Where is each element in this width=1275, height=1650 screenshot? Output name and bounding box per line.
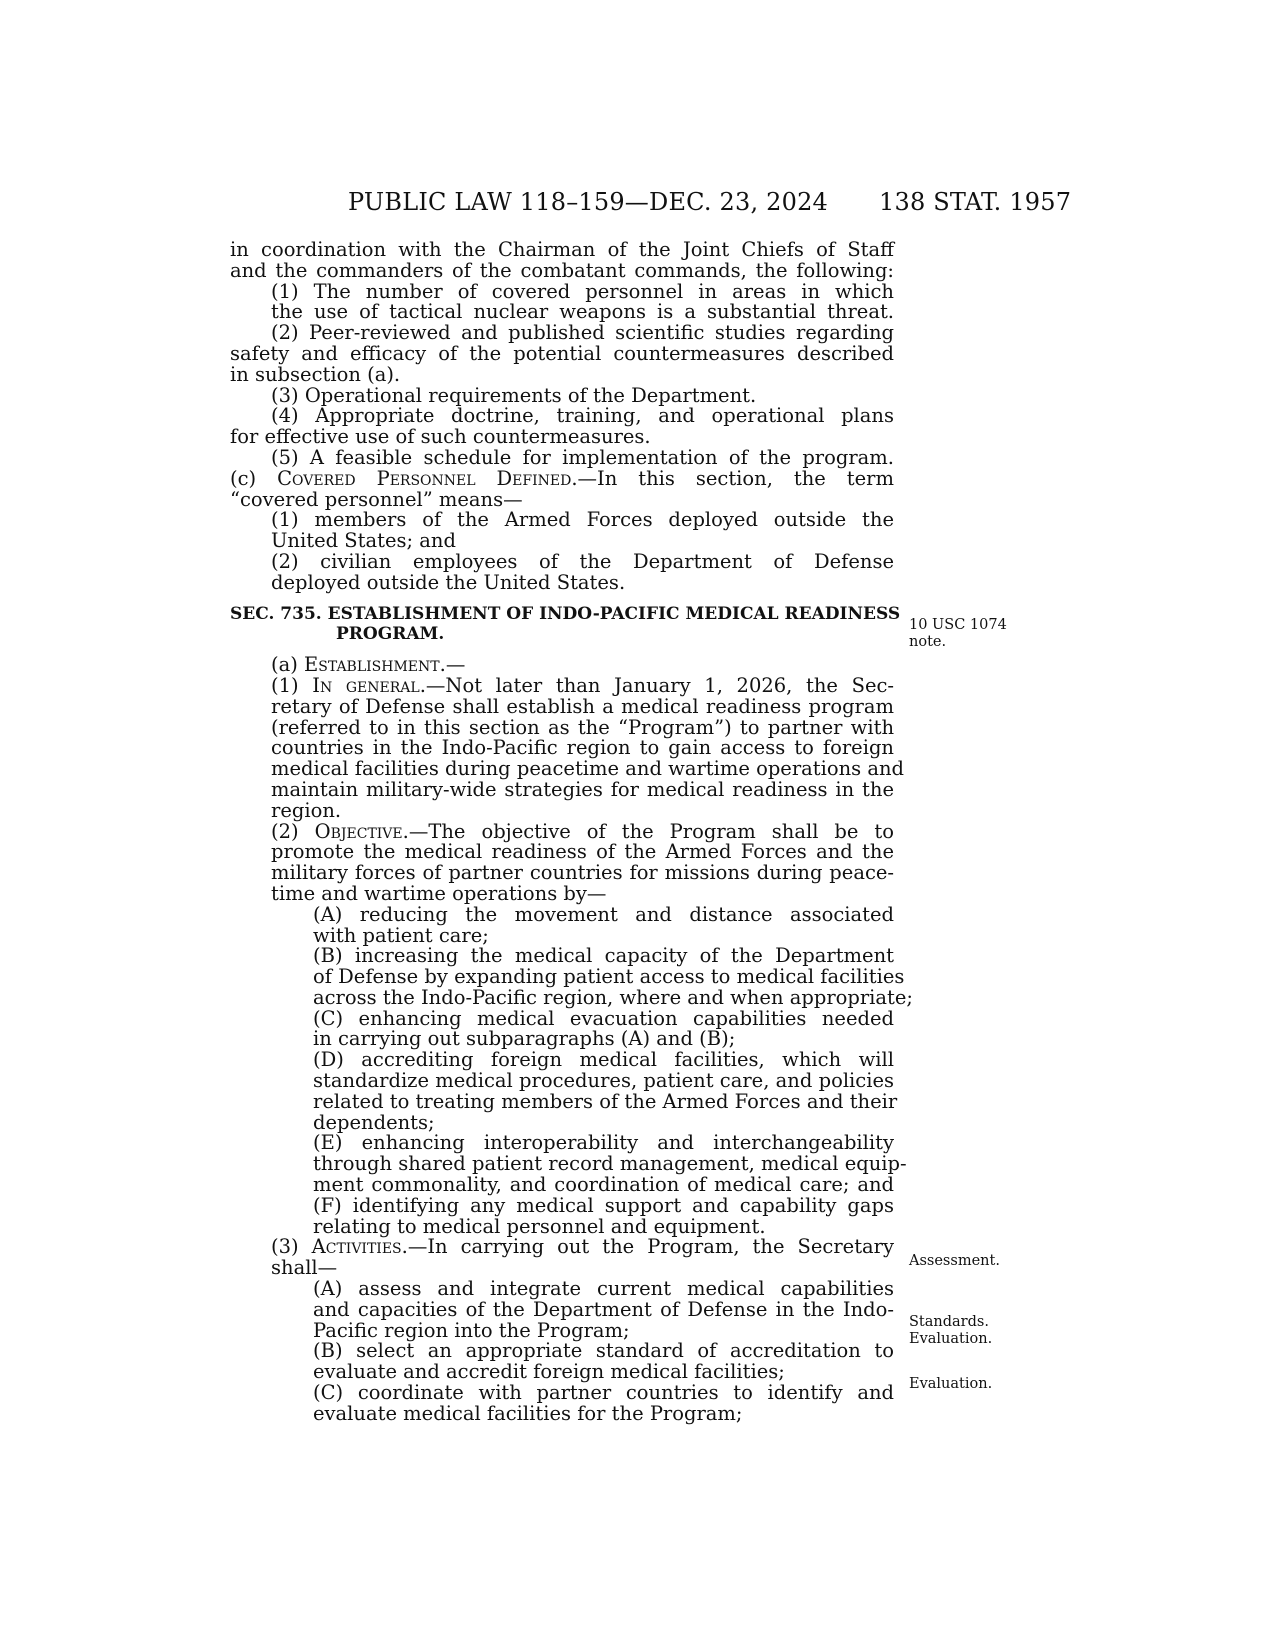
text-line: (B) increasing the medical capacity of the Department: [313, 944, 894, 968]
label: (c): [230, 466, 278, 490]
text-line: medical facilities during peacetime and wartime operations and: [271, 757, 905, 781]
text-line: promote the medical readiness of the Armed Forces and the: [271, 840, 894, 864]
text-line: evaluate and accredit foreign medical facilities;: [313, 1360, 785, 1384]
text-line: (C) coordinate with partner countries to identify and: [313, 1381, 894, 1405]
text-line: (A) assess and integrate current medical capabilities: [313, 1277, 894, 1301]
text-line: military forces of partner countries for missions during peace-: [271, 861, 894, 885]
text-line: standardize medical procedures, patient care, and policies: [313, 1069, 894, 1093]
text-line: time and wartime operations by—: [271, 881, 607, 905]
text-line: for effective use of such countermeasures.: [230, 425, 651, 449]
subsection-c-heading-line: [230, 466, 894, 490]
text-line: retary of Defense shall establish a medical readiness program: [271, 694, 894, 718]
text-line: (C) enhancing medical evacuation capabilities needed: [313, 1006, 894, 1030]
label: (1): [271, 673, 313, 697]
text-line: evaluate medical facilities for the Program;: [313, 1401, 743, 1425]
text-line: “covered personnel” means—: [230, 487, 523, 511]
text-line: relating to medical personnel and equipment.: [313, 1214, 766, 1238]
label: (a): [271, 653, 305, 677]
subsection-a-heading: [230, 655, 894, 676]
section-heading: Establishment: [304, 653, 440, 677]
evaluation-note: Evaluation.: [909, 1331, 993, 1347]
text-line: of Defense by expanding patient access to medical facilities: [313, 965, 905, 989]
assessment-margin-note: Assessment.: [909, 1253, 1000, 1269]
text-line: in carrying out subparagraphs (A) and (B);: [313, 1027, 736, 1051]
text-line: deployed outside the United States.: [271, 570, 626, 594]
text-line: (referred to in this section as the “Program”) to partner with: [271, 715, 894, 739]
text-line: (5) A feasible schedule for implementation of the program.: [271, 445, 894, 469]
text-line: in coordination with the Chairman of the Joint Chiefs of Staff: [230, 238, 894, 261]
text-line: through shared patient record management, medical equip-: [313, 1152, 907, 1176]
text-line: Pacific region into the Program;: [313, 1318, 630, 1342]
text-line: in subsection (a).: [230, 362, 401, 386]
text-line: United States; and: [271, 529, 456, 553]
standards-evaluation-margin-note: [909, 1314, 992, 1348]
text-line: (B) select an appropriate standard of accreditation to: [313, 1339, 894, 1363]
text: .—The objective of the Program shall be to: [402, 819, 895, 843]
usc-margin-note: [909, 617, 1007, 651]
paragraph-3-heading-line: [230, 1237, 894, 1258]
page-header: [0, 188, 1275, 224]
text-line: (1) The number of covered personnel in areas in which: [271, 279, 894, 303]
text-line: and capacities of the Department of Defense in the Indo-: [313, 1297, 894, 1321]
section-heading: Covered Personnel Defined: [277, 466, 572, 490]
text-line: (2) civilian employees of the Department of Defense: [271, 549, 894, 573]
text-line: (3) Operational requirements of the Department.: [271, 383, 757, 407]
text-line: (D) accrediting foreign medical facilities, which will: [313, 1048, 894, 1072]
text-line: (1) members of the Armed Forces deployed outside the: [271, 508, 894, 532]
section-735-heading: SEC. 735. ESTABLISHMENT OF INDO-PACIFIC MEDICAL READINESS: [230, 603, 901, 624]
text-line: and the commanders of the combatant commands, the following:: [230, 258, 894, 282]
text-line: (2) Peer-reviewed and published scientific studies regarding: [271, 321, 894, 345]
usc-citation: 10 USC 1074: [909, 617, 1007, 633]
document-body: [230, 238, 913, 1425]
evaluation-margin-note: Evaluation.: [909, 1376, 993, 1392]
text-line: region.: [271, 798, 342, 822]
section-heading: In general: [312, 673, 420, 697]
text-line: safety and efficacy of the potential countermeasures described: [230, 341, 894, 365]
text: .—: [439, 653, 466, 677]
public-law-title: PUBLIC LAW 118–159—DEC. 23, 2024: [348, 188, 829, 216]
text: .—Not later than January 1, 2026, the Sec-: [419, 673, 894, 697]
paragraph-1-heading-line: [230, 673, 894, 697]
label: (3): [271, 1235, 312, 1259]
text-line: the use of tactical nuclear weapons is a substantial threat.: [271, 300, 894, 324]
text-line: shall—: [271, 1256, 338, 1280]
section-735-heading-cont: PROGRAM.: [336, 624, 445, 645]
statute-page-number: 138 STAT. 1957: [879, 188, 1072, 216]
text-line: dependents;: [313, 1110, 435, 1134]
standards-note: Standards.: [909, 1314, 989, 1330]
text-line: related to treating members of the Armed Forces and their: [313, 1089, 898, 1113]
text-line: ment commonality, and coordination of medical care; and: [313, 1173, 894, 1197]
text-line: maintain military-wide strategies for medical readiness in the: [271, 777, 894, 801]
text-line: (A) reducing the movement and distance associated: [313, 902, 894, 926]
text-line: (E) enhancing interoperability and interchangeability: [313, 1131, 894, 1155]
text-line: (F) identifying any medical support and capability gaps: [313, 1193, 894, 1217]
section-heading: Objective: [314, 819, 403, 843]
text: .—In carrying out the Program, the Secretary: [401, 1235, 894, 1259]
text-line: (4) Appropriate doctrine, training, and operational plans: [271, 404, 894, 428]
section-heading: Activities: [311, 1235, 402, 1259]
label: (2): [271, 819, 315, 843]
text-line: countries in the Indo-Pacific region to gain access to foreign: [271, 736, 894, 760]
paragraph-2-heading-line: [230, 819, 895, 843]
text-line: across the Indo-Pacific region, where and when appropriate;: [313, 985, 913, 1009]
text: .—In this section, the term: [571, 466, 894, 490]
text-line: with patient care;: [313, 923, 489, 947]
usc-note: note.: [909, 634, 947, 650]
